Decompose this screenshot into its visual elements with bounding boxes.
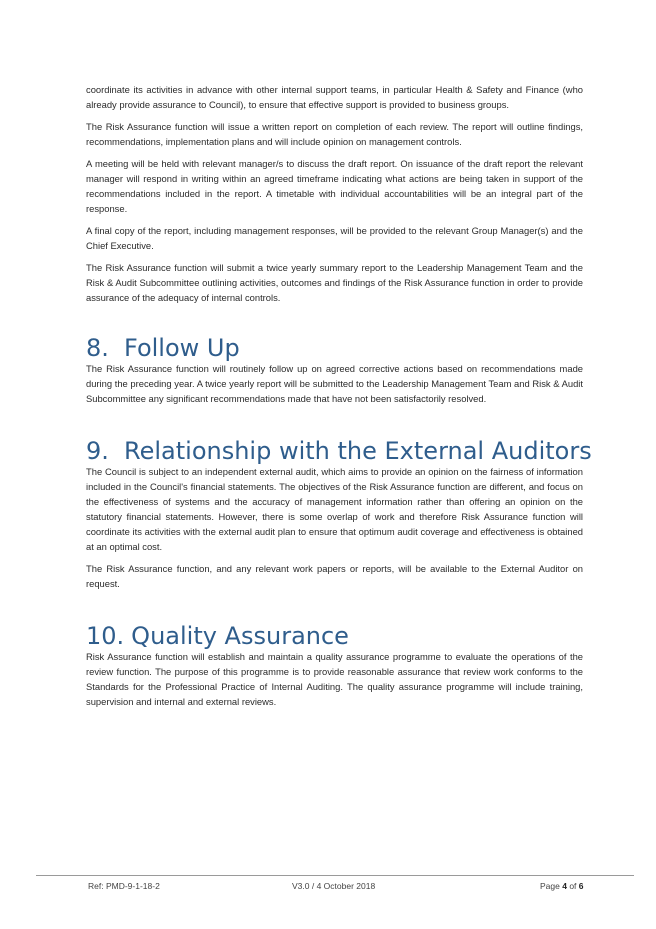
section-paragraph: Risk Assurance function will establish and maintain a quality assurance programme to evaluate the operations of the review function. The purpose of this programme is to provide reasonable assurance that review work conforms to the Standards for the Professional Practice of Internal Auditing. The quality assurance programme will include training, supervision and internal and external reviews. [86,651,583,707]
section-title: Quality Assurance [131,622,349,650]
intro-paragraph: The Risk Assurance function will submit a twice yearly summary report to the Leadership Management Team and the Risk & Audit Subcommittee outlining activities, outcomes and findings of the Risk Assurance function in order to provide assurance of the adequacy of internal controls. [86,262,583,303]
intro-paragraph: coordinate its activities in advance with other internal support teams, in particular Health & Safety and Finance (who already provide assurance to Council), to ensure that effective support is provided to business groups. [86,84,583,110]
intro-paragraph: A final copy of the report, including management responses, will be provided to the relevant Group Manager(s) and the Chief Executive. [86,225,583,251]
page-current: 4 [562,881,567,891]
section-number: 9. [86,437,109,465]
section-paragraph: The Council is subject to an independent external audit, which aims to provide an opinion on the fairness of information included in the Council's financial statements. The objectives of the Risk Assurance function are different, and focus on the effectiveness of systems and the accuracy of management information rather than offering an opinion on the statutory financial statements. However, there is some overlap of work and therefore Risk Assurance function will coordinate its activities with the external audit plan to ensure that optimum audit coverage and effectiveness is obtained at an optimal cost. [86,466,583,552]
section-heading-follow-up [86,335,583,361]
footer-version: V3.0 / 4 October 2018 [292,881,376,891]
section-paragraph: The Risk Assurance function, and any relevant work papers or reports, will be available to the External Auditor on request. [86,563,583,589]
footer-page-number [540,881,584,891]
intro-paragraph: The Risk Assurance function will issue a written report on completion of each review. The report will outline findings, recommendations, implementation plans and will include opinion on management controls. [86,121,583,147]
section-heading-quality-assurance [86,623,583,649]
intro-paragraph: A meeting will be held with relevant manager/s to discuss the draft report. On issuance of the draft report the relevant manager will respond in writing within an agreed timeframe indicating what actions are being taken in support of the recommendations included in the report. A timetable with individual accountabilities will be an integral part of the response. [86,158,583,214]
section-paragraph: The Risk Assurance function will routinely follow up on agreed corrective actions based on recommendations made during the preceding year. A twice yearly report will be submitted to the Leadership Management Team and Risk & Audit Subcommittee any significant recommendations made that have not been satisfactorily resolved. [86,363,583,404]
document-body [86,82,592,716]
page-total: 6 [578,881,584,891]
footer-divider [36,875,634,876]
section-heading-external-auditors [86,437,592,465]
footer-reference: Ref: PMD-9-1-18-2 [88,881,160,891]
page-prefix: Page [540,881,563,891]
section-number: 8. [86,334,109,362]
section-number: 10. [86,622,125,650]
section-title: Relationship with the External Auditors [124,437,592,465]
section-title: Follow Up [124,334,240,362]
page-of: of [566,881,579,891]
